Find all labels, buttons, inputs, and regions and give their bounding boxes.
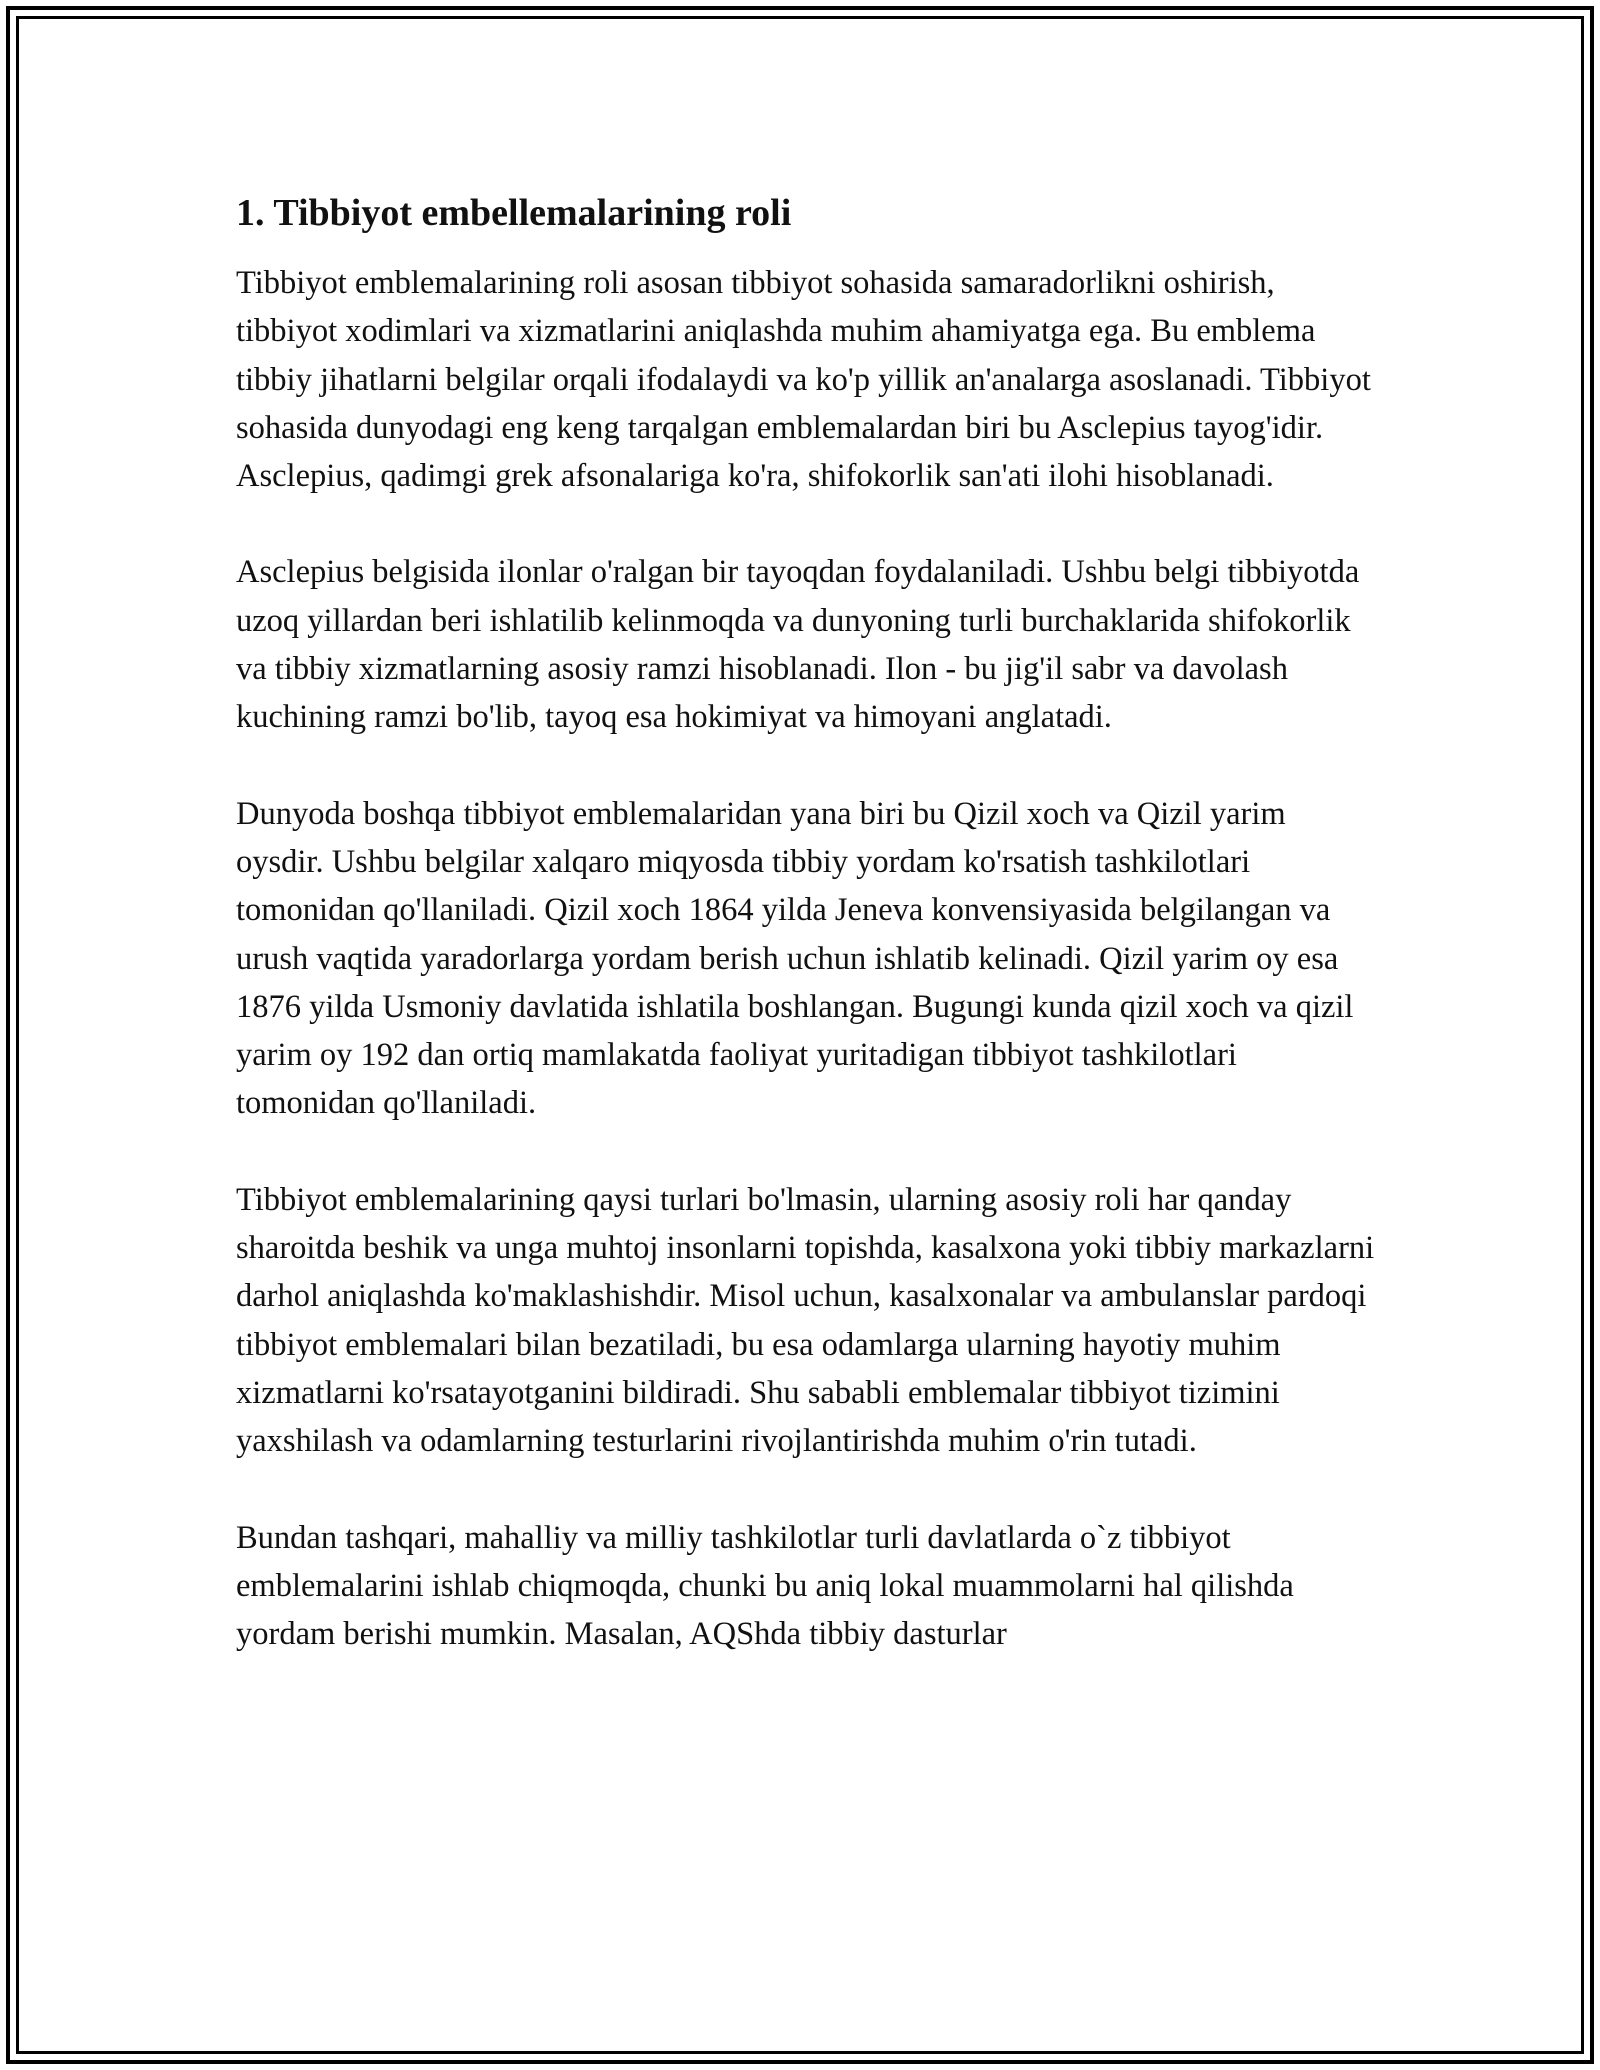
document-body	[236, 185, 1376, 1658]
paragraph-1: Tibbiyot emblemalarining roli asosan tibbiyot sohasida samaradorlikni oshirish, tibbiyot xodimlari va xizmatlarini aniqlashda muhim ahamiyatga ega. Bu emblema tibbiy jihatlarni belgilar orqali ifodalaydi va ko'p yillik an'analarga asoslanadi. Tibbiyot sohasida dunyodagi eng keng tarqalgan emblemalardan biri bu Asclepius tayog'idir. Asclepius, qadimgi grek afsonalariga ko'ra, shifokorlik san'ati ilohi hisoblanadi.	[236, 265, 1371, 495]
paragraph-5: Bundan tashqari, mahalliy va milliy tashkilotlar turli davlatlarda o`z tibbiyot emblemalarini ishlab chiqmoqda, chunki bu aniq lokal muammolarni hal qilishda yordam berishi mumkin. Masalan, AQShda tibbiy dasturlar	[236, 1519, 1294, 1653]
paragraph-2: Asclepius belgisida ilonlar o'ralgan bir tayoqdan foydalaniladi. Ushbu belgi tibbiyotda uzoq yillardan beri ishlatilib kelinmoqda va dunyoning turli burchaklarida shifokorlik va tibbiy xizmatlarning asosiy ramzi hisoblanadi. Ilon - bu jig'il sabr va davolash kuchining ramzi bo'lib, tayoq esa hokimiyat va himoyani anglatadi.	[236, 554, 1360, 736]
section-heading: 1. Tibbiyot embellemalarining roli	[236, 192, 792, 234]
paragraph-4: Tibbiyot emblemalarining qaysi turlari bo'lmasin, ularning asosiy roli har qanday sharoitda beshik va unga muhtoj insonlarni topishda, kasalxona yoki tibbiy markazlarni darhol aniqlashda ko'maklashishdir. Misol uchun, kasalxonalar va ambulanslar pardoqi tibbiyot emblemalari bilan bezatiladi, bu esa odamlarga ularning hayotiy muhim xizmatlarni ko'rsatayotganini bildiradi. Shu sababli emblemalar tibbiyot tizimini yaxshilash va odamlarning testurlarini rivojlantirishda muhim o'rin tutadi.	[236, 1181, 1375, 1460]
paragraph-3: Dunyoda boshqa tibbiyot emblemalaridan yana biri bu Qizil xoch va Qizil yarim oysdir. Ushbu belgilar xalqaro miqyosda tibbiy yordam ko'rsatish tashkilotlari tomonidan qo'llaniladi. Qizil xoch 1864 yilda Jeneva konvensiyasida belgilangan va urush vaqtida yaradorlarga yordam berish uchun ishlatib kelinadi. Qizil yarim oy esa 1876 yilda Usmoniy davlatida ishlatila boshlangan. Bugungi kunda qizil xoch va qizil yarim oy 192 dan ortiq mamlakatda faoliyat yuritadigan tibbiyot tashkilotlari tomonidan qo'llaniladi.	[236, 795, 1354, 1122]
